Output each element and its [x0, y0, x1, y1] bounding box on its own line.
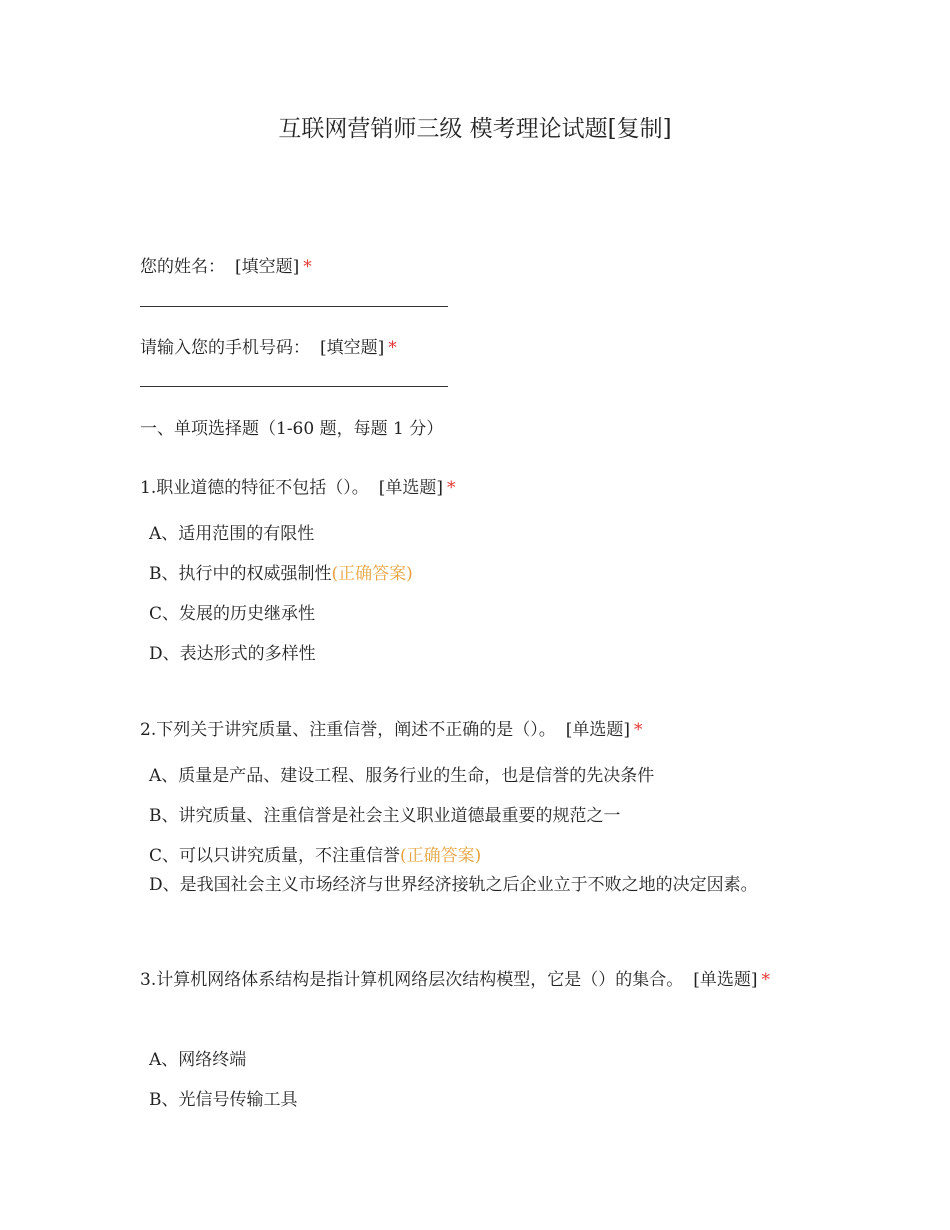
fill-in-tag: [填空题] [235, 257, 300, 277]
phone-input[interactable] [140, 386, 448, 387]
option-a[interactable]: A、网络终端 [149, 1050, 247, 1070]
section-heading: 一、单项选择题（1-60 题，每题 1 分） [140, 419, 444, 439]
correct-answer-badge: (正确答案) [400, 846, 482, 866]
option-b[interactable]: B、光信号传输工具 [149, 1090, 298, 1110]
phone-label: 请输入您的手机号码： [140, 338, 310, 358]
option-b[interactable]: B、讲究质量、注重信誉是社会主义职业道德最重要的规范之一 [149, 806, 621, 826]
question-1 [140, 473, 456, 498]
option-c[interactable]: C、发展的历史继承性 [149, 604, 316, 624]
question-2 [140, 715, 642, 740]
option-c[interactable] [149, 841, 481, 866]
option-text: B、执行中的权威强制性 [149, 564, 332, 584]
required-mark: * [633, 720, 643, 740]
option-d[interactable]: D、表达形式的多样性 [149, 644, 316, 664]
option-b[interactable] [149, 559, 413, 584]
question-text: 3.计算机网络体系结构是指计算机网络层次结构模型，它是（）的集合。 [140, 970, 684, 990]
single-choice-tag: [单选题] [565, 720, 630, 740]
required-mark: * [447, 478, 456, 498]
correct-answer-badge: (正确答案) [331, 564, 413, 584]
name-input[interactable] [140, 306, 448, 307]
phone-field-label [140, 333, 397, 358]
required-mark: * [761, 970, 770, 990]
option-a[interactable]: A、质量是产品、建设工程、服务行业的生命，也是信誉的先决条件 [149, 766, 655, 786]
option-text: C、可以只讲究质量，不注重信誉 [149, 846, 401, 866]
name-field-label [140, 252, 312, 277]
question-text: 2.下列关于讲究质量、注重信誉，阐述不正确的是（）。 [140, 720, 556, 740]
required-mark: * [303, 257, 312, 277]
required-mark: * [388, 338, 397, 358]
question-3 [140, 963, 820, 997]
single-choice-tag: [单选题] [693, 970, 758, 990]
option-a[interactable]: A、适用范围的有限性 [149, 524, 315, 544]
page-title: 互联网营销师三级 模考理论试题[复制] [278, 116, 672, 142]
option-d[interactable]: D、是我国社会主义市场经济与世界经济接轨之后企业立于不败之地的决定因素。 [149, 875, 758, 895]
name-label: 您的姓名： [140, 257, 225, 277]
fill-in-tag: [填空题] [320, 338, 385, 358]
single-choice-tag: [单选题] [378, 478, 443, 498]
question-text: 1.职业道德的特征不包括（）。 [140, 478, 369, 498]
